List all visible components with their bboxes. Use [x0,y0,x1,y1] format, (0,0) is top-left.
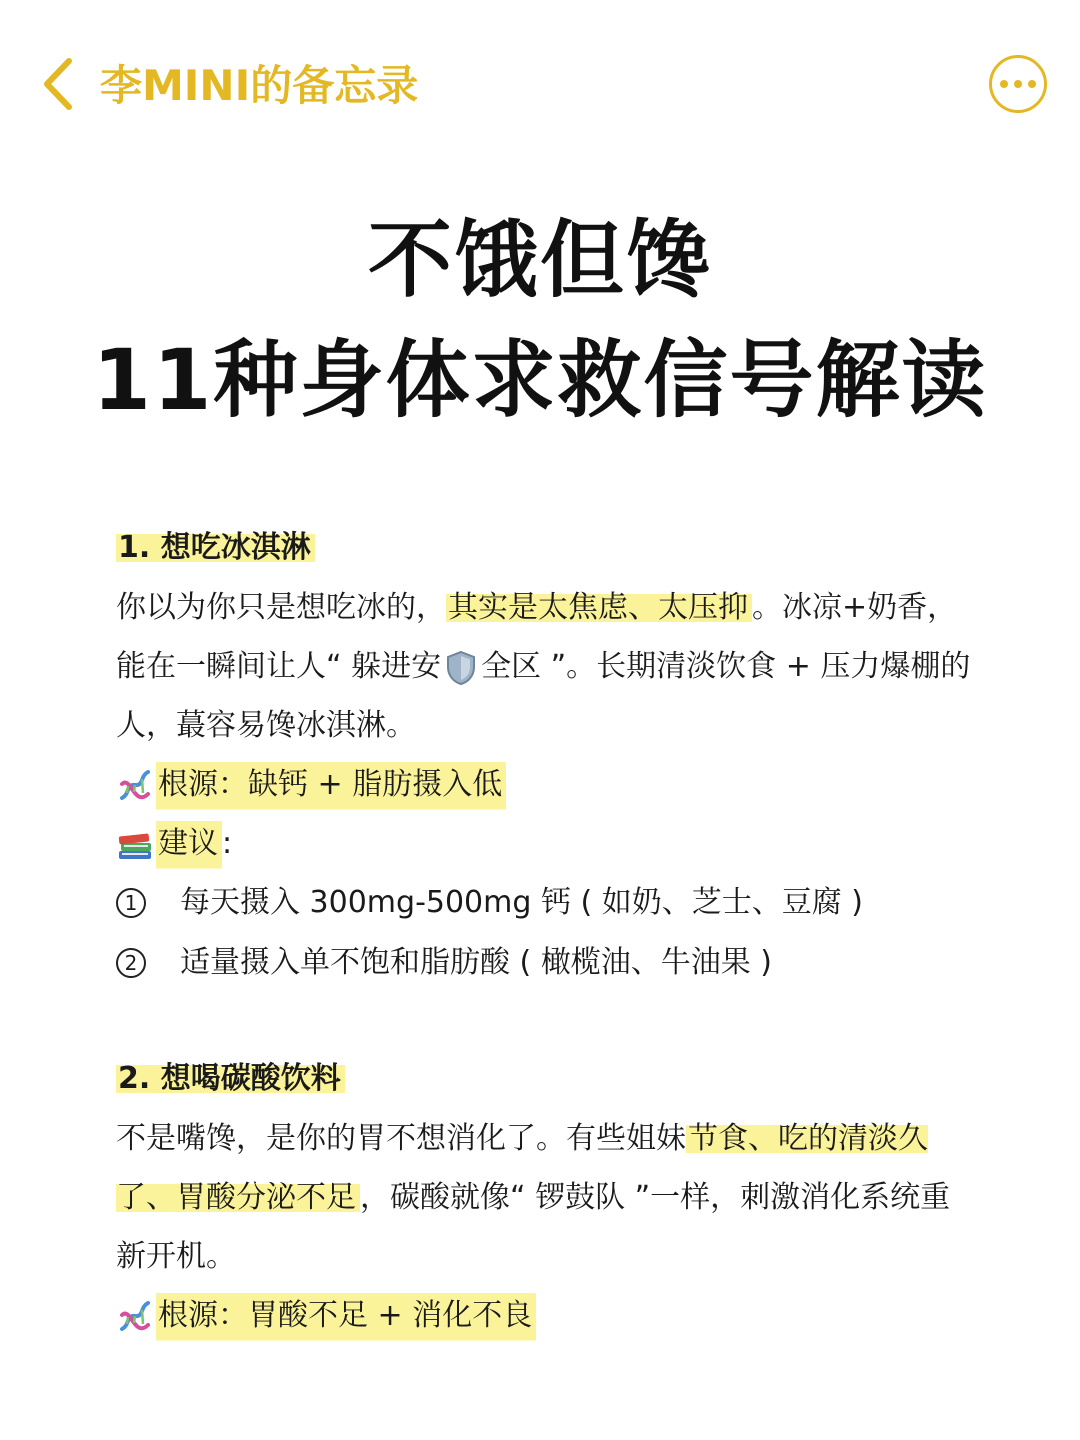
root-cause-label: 根源： [158,767,248,802]
books-icon [116,825,154,863]
list-text: 适量摄入单不饱和脂肪酸 ( 橄榄油、牛油果 ) [180,945,773,980]
list-item [116,873,976,933]
root-cause-label: 根源： [158,1298,248,1333]
root-cause-text: 胃酸不足 + 消化不良 [248,1298,533,1333]
section-paragraph: 不是嘴馋，是你的胃不想消化了。有些姐妹节食、吃的清淡久了、胃酸分泌不足 ，碳酸就像“ 锣鼓队 ”一样，刺激消化系统重新开机。 [116,1121,951,1274]
dna-icon [116,1297,154,1335]
nav-bar [0,0,1080,170]
title-line-2: 11种身体求救信号解读 [92,331,988,429]
chevron-left-icon [41,57,75,111]
more-horizontal-icon [1000,80,1008,88]
root-cause-text: 缺钙 + 脂肪摄入低 [248,767,503,802]
nav-title[interactable]: 李MINI的备忘录 [100,61,419,110]
more-button[interactable] [989,55,1047,113]
root-cause-row [116,755,976,814]
list-text: 每天摄入 300mg-500mg 钙 ( 如奶、芝士、豆腐 ) [180,885,863,920]
page-title [0,200,1080,440]
back-button[interactable] [38,56,78,112]
section-heading: 2. 想喝碳酸饮料 [116,1051,976,1107]
root-cause-row [116,1286,976,1345]
title-line-1: 不饿但馋 [367,211,712,309]
advice-row: 建议 : [116,814,976,873]
list-item [116,933,976,993]
note-content [116,520,976,1403]
section-paragraph: 你以为你只是想吃冰的，其实是太焦虑、太压抑 。冰凉+奶香，能在一瞬间让人“ 躲进安 全区 ”。长期清淡饮食 + 压力爆棚的人，蕞容易馋冰淇淋。 [116,590,971,743]
section-2 [116,1051,976,1345]
list-number: 2 [116,948,146,978]
section-1 [116,520,976,993]
section-heading: 1. 想吃冰淇淋 [116,520,976,576]
highlight-text: 其实是太焦虑、太压抑 [446,590,752,625]
highlight-text: 节食、吃的清淡久了、胃酸分泌不足 [116,1121,928,1215]
list-number: 1 [116,888,146,918]
dna-icon [116,766,154,804]
shield-icon [445,650,477,686]
advice-label: 建议 [156,814,222,873]
